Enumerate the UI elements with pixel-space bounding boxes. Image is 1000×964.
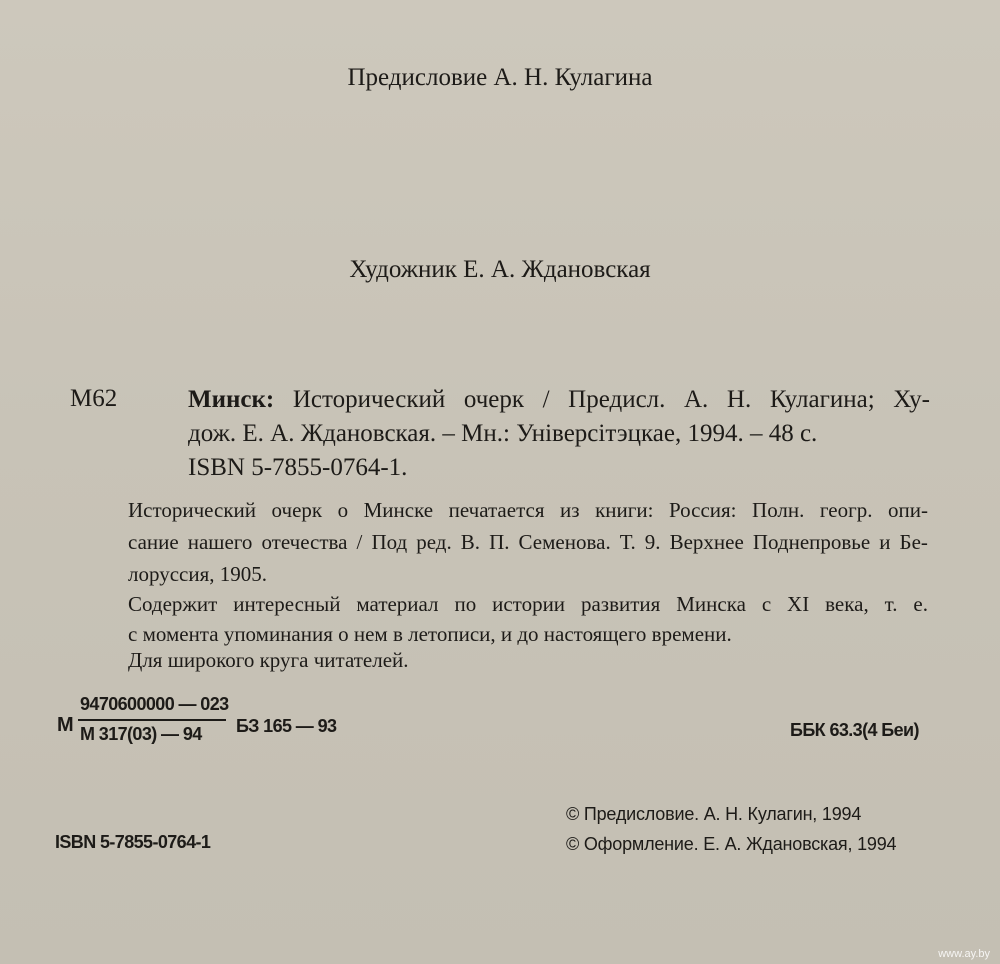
annotation-word: Верхнее xyxy=(669,530,744,554)
annotation-word: материал xyxy=(356,592,439,616)
annotation-word: Поднепровье xyxy=(752,530,871,554)
catalog-word: / xyxy=(542,386,550,413)
annotation-word: с xyxy=(761,592,772,616)
annotation-word: Исторический xyxy=(128,498,257,522)
annotation-word: т. xyxy=(884,592,898,616)
annotation-word: Минске xyxy=(363,498,434,522)
catalog-isbn: ISBN 5-7855-0764-1. xyxy=(188,454,408,481)
annotation-word: нашего xyxy=(187,530,253,554)
catalog-word: Исторический xyxy=(292,386,446,413)
annotation-line-4 xyxy=(128,592,928,617)
index-numerator: 9470600000 — 023 xyxy=(80,694,229,714)
audience-note: Для широкого круга читателей. xyxy=(128,648,409,672)
annotation-word: В. xyxy=(460,530,481,554)
catalog-line-1 xyxy=(188,386,930,414)
fraction-rule xyxy=(78,719,226,721)
annotation-word: и xyxy=(879,530,891,554)
annotation-word: 9. xyxy=(644,530,661,554)
annotation-word: Россия: xyxy=(668,498,737,522)
annotation-word: печатается xyxy=(448,498,545,522)
preface-credit: Предисловие А. Н. Кулагина xyxy=(347,64,653,91)
annotation-word: книги: xyxy=(595,498,654,522)
annotation-word: XI xyxy=(787,592,810,616)
annotation-line-2 xyxy=(128,530,928,555)
annotation-word: отечества xyxy=(261,530,348,554)
annotation-word: из xyxy=(560,498,580,522)
annotation-word: Содержит xyxy=(128,592,218,616)
annotation-line-5: с момента упоминания о нем в летописи, и до настоящего времени. xyxy=(128,622,732,646)
annotation-word: развития xyxy=(580,592,661,616)
annotation-line-3: лоруссия, 1905. xyxy=(128,562,267,586)
index-denominator: М 317(03) — 94 xyxy=(80,724,202,744)
annotation-word: геогр. xyxy=(819,498,873,522)
annotation-word: сание xyxy=(128,530,179,554)
catalog-word: очерк xyxy=(463,386,525,413)
annotation-word: Семенова. xyxy=(518,530,611,554)
annotation-word: века, xyxy=(825,592,869,616)
bbk-code: ББК 63.3(4 Беи) xyxy=(790,720,919,740)
annotation-word: Полн. xyxy=(752,498,805,522)
annotation-word: / xyxy=(356,530,363,554)
annotation-word: е. xyxy=(913,592,928,616)
annotation-word: о xyxy=(337,498,349,522)
annotation-word: Т. xyxy=(619,530,636,554)
isbn-bottom: ISBN 5-7855-0764-1 xyxy=(55,832,211,852)
annotation-word: истории xyxy=(492,592,566,616)
annotation-word: интересный xyxy=(233,592,341,616)
annotation-word: Под xyxy=(371,530,408,554)
catalog-title: Минск: xyxy=(188,386,275,413)
catalog-word: Ху- xyxy=(893,386,930,413)
catalog-word: А. xyxy=(684,386,709,413)
annotation-word: П. xyxy=(489,530,510,554)
annotation-word: Минска xyxy=(676,592,746,616)
annotation-word: Бе- xyxy=(899,530,928,554)
annotation-word: по xyxy=(454,592,477,616)
annotation-word: очерк xyxy=(271,498,323,522)
index-suffix: БЗ 165 — 93 xyxy=(236,716,337,736)
watermark: www.ay.by xyxy=(938,948,990,960)
catalog-word: Н. xyxy=(726,386,752,413)
catalog-code: М62 xyxy=(70,385,118,412)
artist-credit: Художник Е. А. Ждановская xyxy=(349,256,651,283)
catalog-word: Кулагина; xyxy=(769,386,875,413)
annotation-line-1 xyxy=(128,498,928,523)
copyright-design: © Оформление. Е. А. Ждановская, 1994 xyxy=(566,834,897,854)
catalog-line-2: дож. Е. А. Ждановская. – Мн.: Унiверсiтэцкае, 1994. – 48 с. xyxy=(188,420,818,447)
annotation-word: опи- xyxy=(887,498,928,522)
catalog-word: Предисл. xyxy=(568,386,666,413)
annotation-word: ред. xyxy=(416,530,452,554)
index-letter: М xyxy=(57,714,74,736)
copyright-preface: © Предисловие. А. Н. Кулагин, 1994 xyxy=(566,804,862,824)
